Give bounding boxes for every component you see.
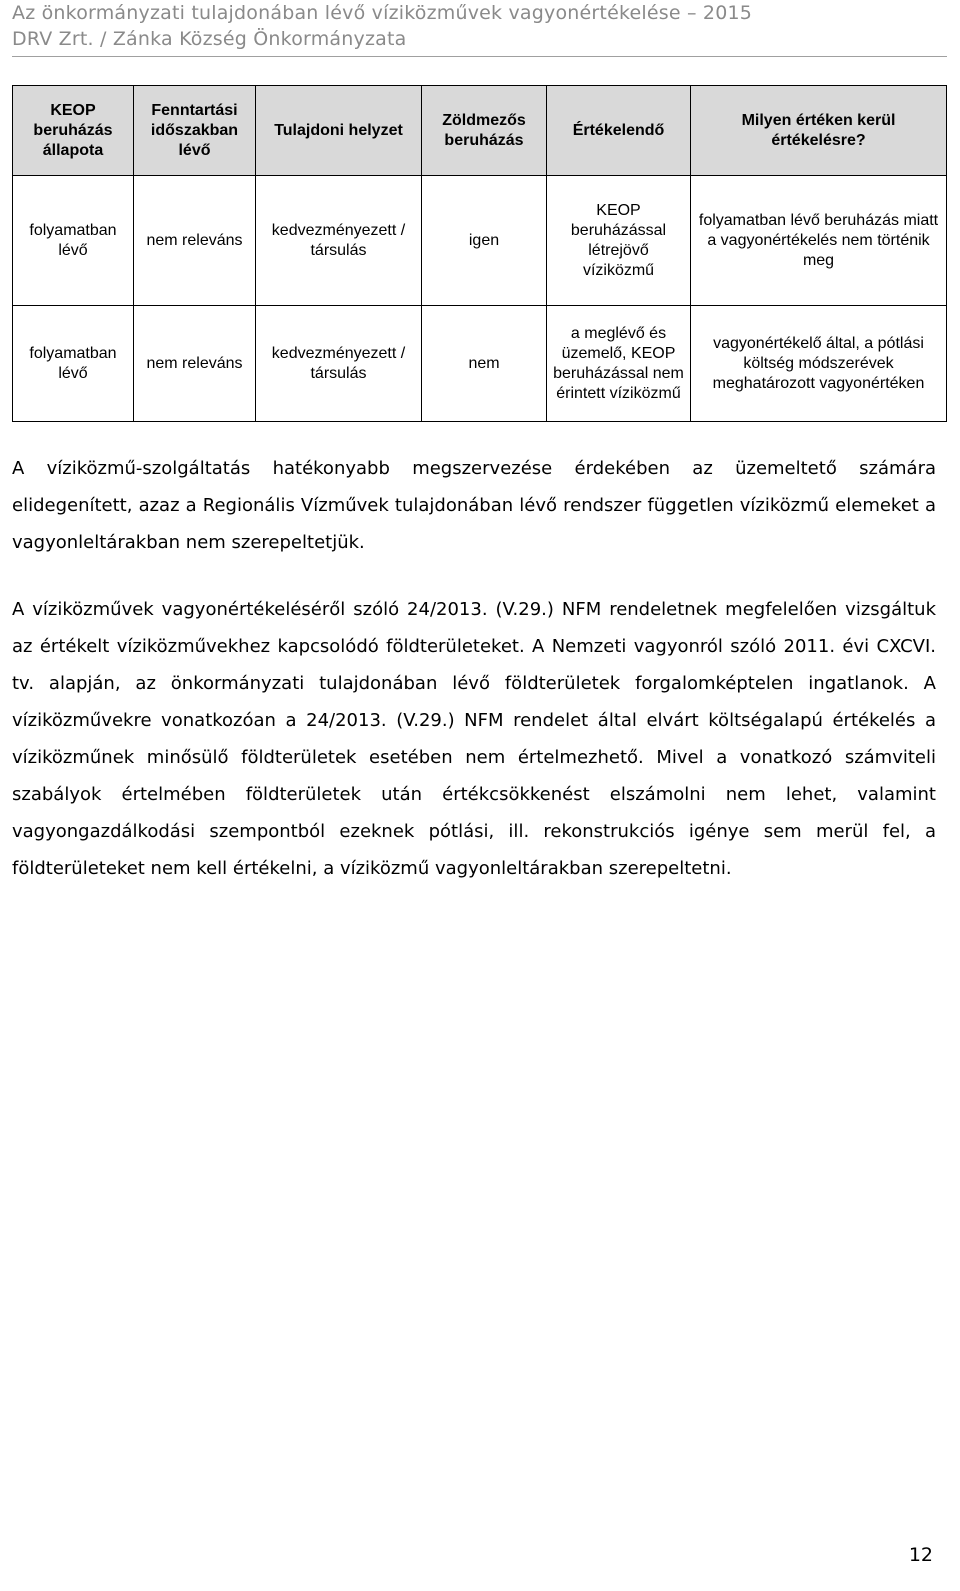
table-cell: kedvezményezett / társulás	[256, 306, 422, 422]
column-header-greenfield: Zöldmezős beruházás	[422, 86, 547, 176]
column-header-maintenance-period: Fenntartási időszakban lévő	[134, 86, 256, 176]
page-number: 12	[908, 1544, 933, 1566]
table-header-row	[13, 86, 947, 176]
table-row	[13, 176, 947, 306]
table-cell: igen	[422, 176, 547, 306]
column-header-valuation-basis: Milyen értéken kerül értékelésre?	[691, 86, 947, 176]
table-cell: nem	[422, 306, 547, 422]
column-header-to-be-valued: Értékelendő	[547, 86, 691, 176]
table-cell: vagyonértékelő által, a pótlási költség módszerévek meghatározott vagyonértéken	[691, 306, 947, 422]
table-cell: nem releváns	[134, 306, 256, 422]
table-cell: folyamatban lévő	[13, 306, 134, 422]
header-title: Az önkormányzati tulajdonában lévő víziközművek vagyonértékelése – 2015	[12, 2, 753, 24]
running-header	[12, 0, 752, 52]
paragraph-excluded-assets: A víziközmű-szolgáltatás hatékonyabb megszervezése érdekében az üzemeltető számára elidegenített, azaz a Regionális Vízművek tulajdonában lévő rendszer független víziközmű elemeket a vagyonleltárakban nem szerepeltetjük.	[12, 458, 936, 553]
table-cell: folyamatban lévő	[13, 176, 134, 306]
valuation-table	[12, 85, 947, 422]
table-cell: KEOP beruházással létrejövő víziközmű	[547, 176, 691, 306]
column-header-keop-status: KEOP beruházás állapota	[13, 86, 134, 176]
table-row	[13, 306, 947, 422]
header-divider	[12, 56, 947, 57]
column-header-ownership: Tulajdoni helyzet	[256, 86, 422, 176]
table-cell: folyamatban lévő beruházás miatt a vagyonértékelés nem történik meg	[691, 176, 947, 306]
header-subtitle: DRV Zrt. / Zánka Község Önkormányzata	[12, 28, 407, 50]
paragraph-land-valuation: A víziközművek vagyonértékeléséről szóló 24/2013. (V.29.) NFM rendeletnek megfelelően vizsgáltuk az értékelt víziközművekhez kapcsolódó földterületeket. A Nemzeti vagyonról szóló 2011. évi CXCVI. tv. alapján, az önkormányzati tulajdonában lévő földterületek forgalomképtelen ingatlanok. A víziközművekre vonatkozóan a 24/2013. (V.29.) NFM rendelet által elvárt költségalapú értékelés a víziközműnek minősülő földterületek esetében nem értelmezhető. Mivel a vonatkozó számviteli szabályok értelmében földterületek után értékcsökkenést elszámolni nem lehet, valamint vagyongazdálkodási szempontból ezeknek pótlási, ill. rekonstrukciós igénye sem merül fel, a földterületeket nem kell értékelni, a víziközmű vagyonleltárakban szerepeltetni.	[12, 599, 936, 879]
table-cell: a meglévő és üzemelő, KEOP beruházással nem érintett víziközmű	[547, 306, 691, 422]
table-cell: kedvezményezett / társulás	[256, 176, 422, 306]
table-cell: nem releváns	[134, 176, 256, 306]
body-text	[12, 450, 936, 887]
